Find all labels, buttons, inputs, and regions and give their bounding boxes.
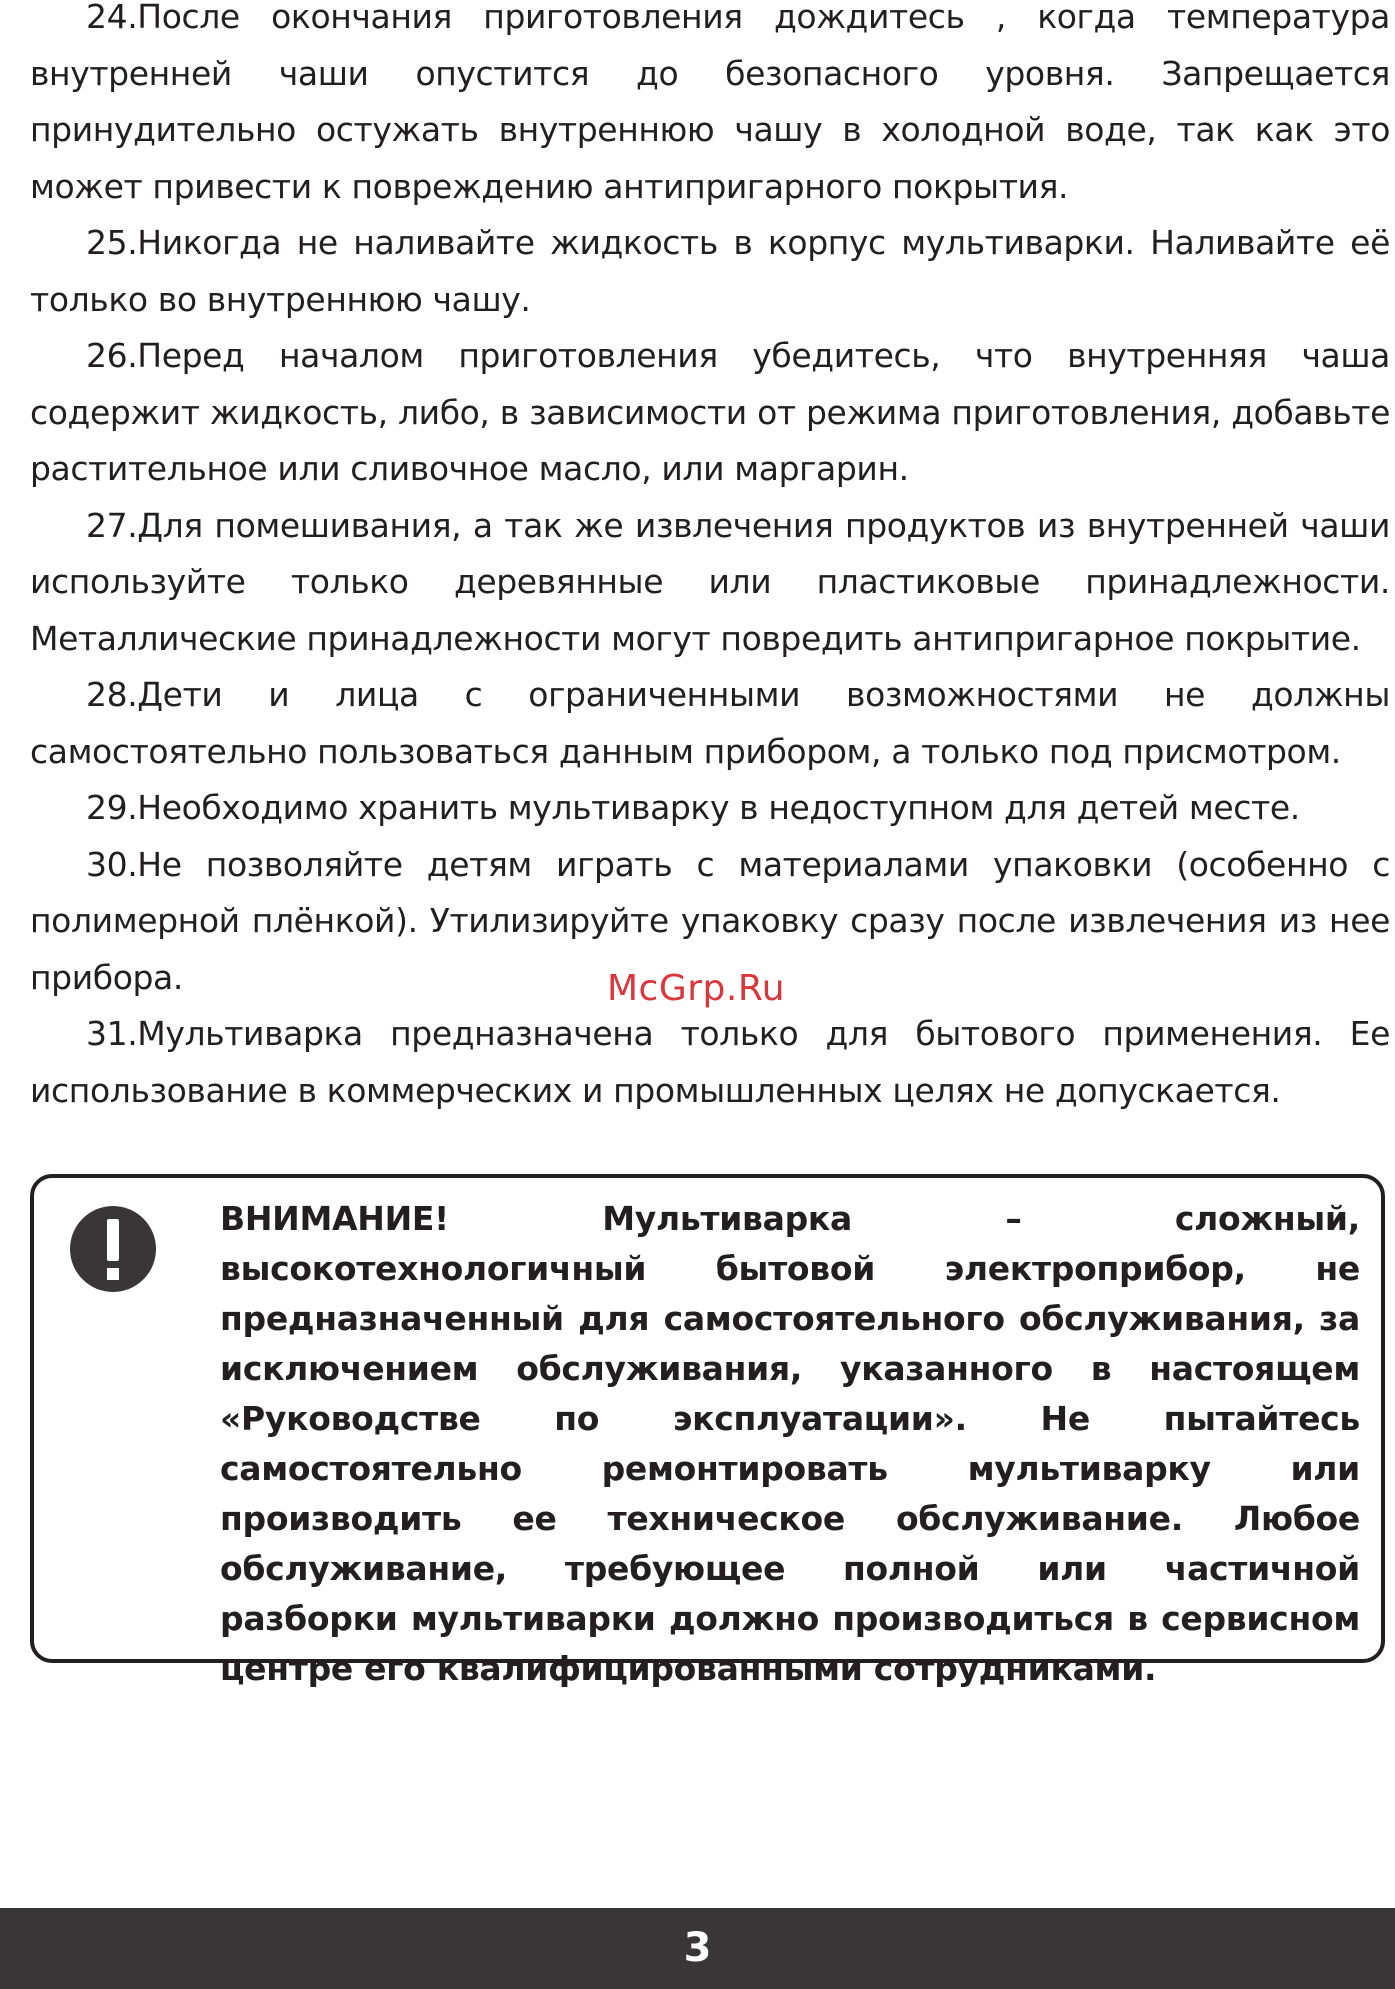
list-item xyxy=(30,498,1390,668)
list-item xyxy=(30,1006,1390,1119)
page-number: 3 xyxy=(683,1925,712,1971)
item-text: Не позволяйте детям играть с материалами упаковки (особенно с полимерной плёнкой). Утилизируйте упаковку сразу после извлечения из нее прибора. xyxy=(30,844,1390,997)
watermark: McGrp.Ru xyxy=(607,968,786,1009)
warning-text: ВНИМАНИЕ! Мультиварка – сложный, высокотехнологичный бытовой электроприбор, не предназначенный для самостоятельного обслуживания, за исключением обслуживания, указанного в настоящем «Руководстве по эксплуатации». Не пытайтесь самостоятельно ремонтировать мультиварку или производить ее техническое обслуживание. Любое обслуживание, требующее полной или частичной разборки мультиварки должно производиться в сервисном центре его квалифицированными сотрудниками. xyxy=(220,1199,1360,1688)
list-item xyxy=(30,328,1390,498)
item-number: 25. xyxy=(86,223,138,262)
item-text: Никогда не наливайте жидкость в корпус мультиварки. Наливайте её только во внутреннюю чашу. xyxy=(30,223,1390,319)
item-text: Необходимо хранить мультиварку в недоступном для детей месте. xyxy=(137,788,1300,827)
item-text: Перед началом приготовления убедитесь, что внутренняя чаша содержит жидкость, либо, в зависимости от режима приготовления, добавьте растительное или сливочное масло, или маргарин. xyxy=(30,336,1390,488)
exclamation-bar xyxy=(107,1219,119,1261)
item-number: 24. xyxy=(86,0,138,36)
warning-box xyxy=(30,1174,1385,1688)
item-number: 31. xyxy=(86,1014,138,1053)
instructions-list xyxy=(30,0,1390,1119)
page-footer xyxy=(0,1908,1395,1989)
list-item xyxy=(30,215,1390,328)
exclamation-icon xyxy=(70,1206,156,1292)
item-text: После окончания приготовления дождитесь , когда температура внутренней чаши опустится до безопасного уровня. Запрещается принудительно остужать внутреннюю чашу в холодной воде, так как это может привести к повреждению антипригарного покрытия. xyxy=(30,0,1390,206)
item-text: Для помешивания, а так же извлечения продуктов из внутренней чаши используйте только деревянные или пластиковые принадлежности. Металлические принадлежности могут повредить антипригарное покрытие. xyxy=(30,505,1390,658)
list-item xyxy=(30,667,1390,780)
exclamation-dot xyxy=(107,1268,119,1280)
item-number: 26. xyxy=(86,336,138,375)
list-item xyxy=(30,780,1390,837)
item-number: 27. xyxy=(86,505,138,545)
list-item xyxy=(30,0,1390,215)
item-text: Мультиварка предназначена только для бытового применения. Ее использование в коммерческих и промышленных целях не допускается. xyxy=(30,1014,1390,1110)
item-number: 30. xyxy=(86,844,138,884)
item-text: Дети и лица с ограниченными возможностями не должны самостоятельно пользоваться данным прибором, а только под присмотром. xyxy=(30,675,1390,771)
item-number: 29. xyxy=(86,788,138,827)
item-number: 28. xyxy=(86,675,138,714)
